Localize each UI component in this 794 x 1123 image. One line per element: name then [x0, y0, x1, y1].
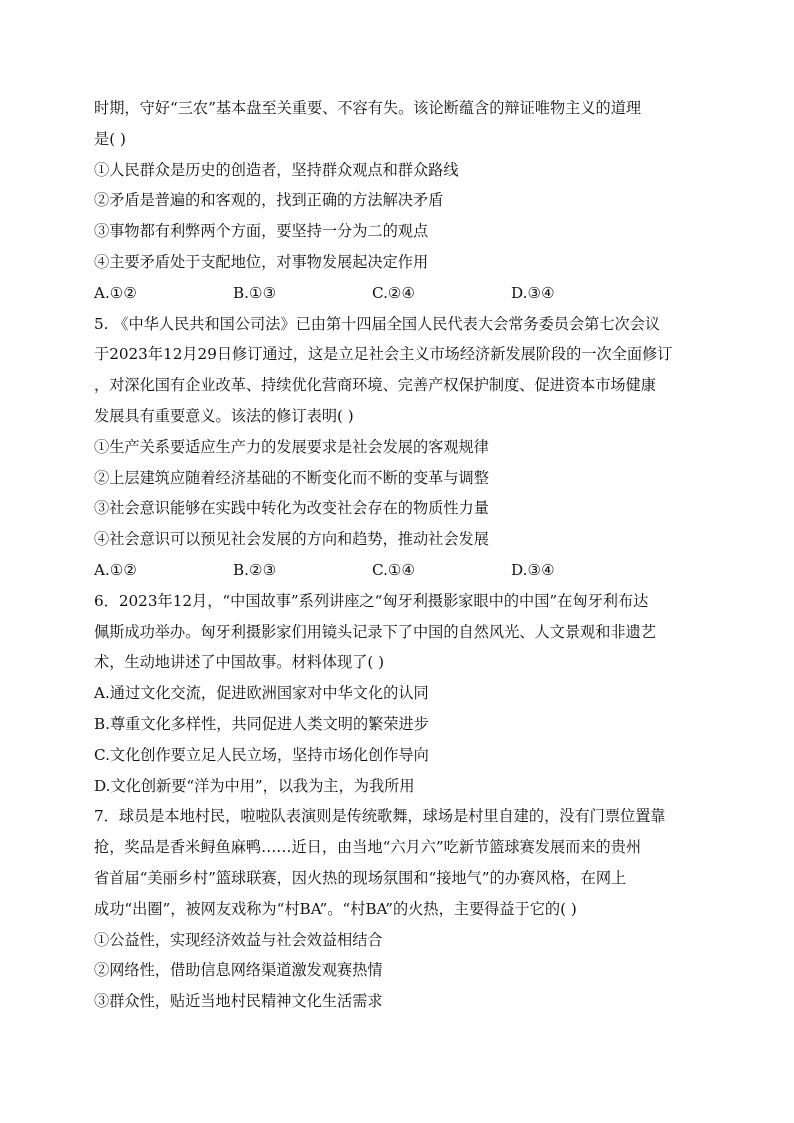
- statement-line: ③事物都有利弊两个方面，要坚持一分为二的观点: [94, 222, 429, 241]
- option-a: A.①②: [94, 283, 138, 302]
- statement-line: ③社会意识能够在实践中转化为改变社会存在的物质性力量: [94, 499, 489, 518]
- question-7: [94, 801, 714, 1017]
- question-stem-line: 时期，守好“三农”基本盘至关重要、不容有失。该论断蕴含的辩证唯物主义的道理: [94, 99, 642, 117]
- answer-options: [94, 555, 714, 586]
- question-stem-line: 是( ): [94, 129, 126, 148]
- option-b: B.①③: [233, 283, 277, 302]
- question-stem-line: ，对深化国有企业改革、持续优化营商环境、完善产权保护制度、促进资本市场健康: [94, 376, 656, 395]
- statement-line: ②矛盾是普遍的和客观的，找到正确的方法解决矛盾: [94, 191, 444, 210]
- statement-line: ①生产关系要适应生产力的发展要求是社会发展的客观规律: [94, 437, 489, 456]
- question-4: [94, 93, 714, 309]
- question-stem-line: 发展具有重要意义。该法的修订表明( ): [94, 406, 354, 425]
- question-stem-line: 抢，奖品是香米鲟鱼麻鸭……近日，由当地“六月六”吃新节篮球赛发展而来的贵州: [94, 838, 642, 857]
- question-stem-line: 7．球员是本地村民，啦啦队表演则是传统歌舞，球场是村里自建的，没有门票位置靠: [94, 807, 666, 826]
- statement-line: ④主要矛盾处于支配地位，对事物发展起决定作用: [94, 252, 429, 271]
- question-stem-line: 省首届“美丽乡村”篮球联赛，因火热的现场氛围和“接地气”的办赛风格，在网上: [94, 868, 627, 887]
- statement-line: ①人民群众是历史的创造者，坚持群众观点和群众路线: [94, 160, 459, 179]
- statement-line: ②上层建筑应随着经济基础的不断变化而不断的变革与调整: [94, 468, 489, 487]
- question-6: [94, 586, 714, 802]
- statement-line: ①公益性，实现经济效益与社会效益相结合: [94, 930, 383, 949]
- question-stem-line: 于2023年12月29日修订通过，这是立足社会主义市场经济新发展阶段的一次全面修订: [94, 345, 673, 364]
- option-c: C.①④: [372, 560, 416, 579]
- statement-line: ④社会意识可以预见社会发展的方向和趋势，推动社会发展: [94, 530, 489, 549]
- option-a: A.①②: [94, 560, 138, 579]
- choice-b: B.尊重文化多样性，共同促进人类文明的繁荣进步: [94, 714, 429, 733]
- statement-line: ②网络性，借助信息网络渠道激发观赛热情: [94, 961, 383, 980]
- choice-d: D.文化创新要“洋为中用”，以我为主，为我所用: [94, 776, 415, 795]
- option-b: B.②③: [233, 560, 277, 579]
- option-d: D.③④: [511, 560, 555, 579]
- statement-line: ③群众性，贴近当地村民精神文化生活需求: [94, 992, 383, 1011]
- choice-a: A.通过文化交流，促进欧洲国家对中华文化的认同: [94, 684, 429, 703]
- question-stem-line: 术，生动地讲述了中国故事。材料体现了( ): [94, 653, 385, 672]
- choice-c: C.文化创作要立足人民立场，坚持市场化创作导向: [94, 745, 429, 764]
- answer-options: [94, 278, 714, 309]
- option-c: C.②④: [372, 283, 416, 302]
- question-5: [94, 309, 714, 586]
- question-stem-line: 成功“出圈”，被网友戏称为“村BA”。“村BA”的火热，主要得益于它的( ): [94, 899, 577, 918]
- question-stem-line: 5. 《中华人民共和国公司法》已由第十四届全国人民代表大会常务委员会第七次会议: [94, 314, 661, 333]
- option-d: D.③④: [511, 283, 555, 302]
- question-stem-line: 6．2023年12月，“中国故事”系列讲座之“匈牙利摄影家眼中的中国”在匈牙利布达: [94, 591, 649, 610]
- exam-page: [94, 93, 714, 1017]
- question-stem-line: 佩斯成功举办。匈牙利摄影家们用镜头记录下了中国的自然风光、人文景观和非遗艺: [94, 622, 656, 641]
